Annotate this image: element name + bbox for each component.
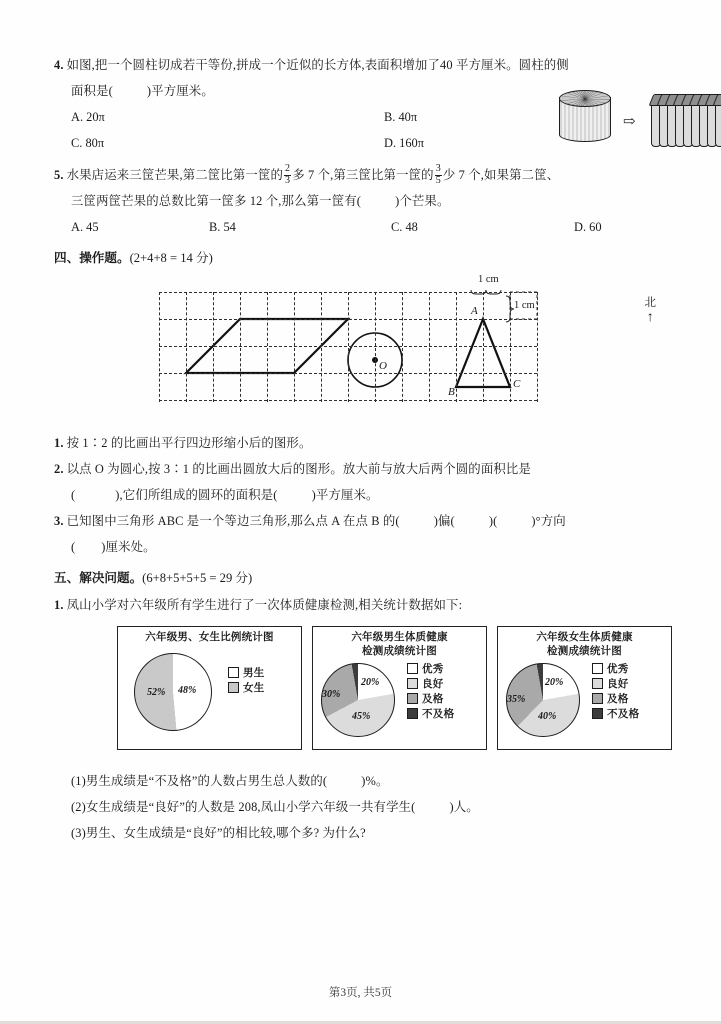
cylinder-icon — [559, 90, 611, 148]
question-4-stem: 如图,把一个圆柱切成若干等份,拼成一个近似的长方体,表面积增加了40 平方厘米。圆柱的侧 — [66, 58, 569, 72]
item-2-text-end: )平方厘米。 — [311, 488, 379, 502]
legend-item-female — [228, 680, 265, 695]
legend-label-female: 女生 — [243, 683, 265, 694]
chart-2-title-line-1: 六年级男生体质健康 — [351, 632, 448, 643]
pie-1-slice-label-male: 48% — [178, 685, 197, 696]
grid-line-vertical — [429, 292, 430, 402]
circle-center-label: O — [379, 360, 387, 372]
question-5-option-c[interactable]: C. 48 — [391, 220, 418, 234]
grid-line-vertical — [186, 292, 187, 402]
legend-label-excellent: 优秀 — [607, 664, 629, 675]
chart-1-legend — [228, 665, 265, 695]
legend-label-good: 良好 — [422, 679, 444, 690]
north-indicator — [645, 294, 657, 324]
north-label: 北 — [644, 297, 656, 309]
sub-question-2-label: (2) — [71, 800, 86, 814]
legend-item-excellent — [592, 661, 639, 676]
pie-2-label-good: 45% — [352, 711, 371, 722]
chart-3-title-line-2: 检测成绩统计图 — [547, 646, 622, 657]
pie-1-slice-label-female: 52% — [147, 687, 166, 698]
fraction-numerator: 3 — [435, 163, 441, 175]
grid-line-vertical — [483, 292, 484, 402]
legend-swatch-fail — [592, 708, 603, 719]
pie-3-label-good: 40% — [538, 711, 557, 722]
section-4-items — [54, 430, 668, 560]
chart-panel-boys-fitness — [312, 626, 487, 750]
legend-swatch-good — [407, 678, 418, 689]
grid-line-horizontal — [159, 400, 537, 401]
pie-2-label-excellent: 20% — [361, 677, 380, 688]
legend-item-excellent — [407, 661, 454, 676]
chart-panel-girls-fitness — [497, 626, 672, 750]
legend-swatch-excellent — [592, 663, 603, 674]
item-3-number: 3. — [54, 514, 64, 528]
right-arrow-icon: ⇨ — [623, 114, 636, 130]
question-5-stem-p3: 少 7 个,如果第二筐、 — [442, 168, 560, 182]
chart-3-body — [500, 661, 669, 735]
question-5-stem-p1: 水果店运来三筐芒果,第二筐比第一筐的 — [66, 168, 284, 182]
grid-line-vertical — [510, 292, 511, 402]
question-5-option-d[interactable]: D. 60 — [574, 220, 602, 234]
item-2-text-line1: 以点 O 为圆心,按 3∶1 的比画出圆放大后的图形。放大前与放大后两个圆的面积比是 — [66, 462, 532, 476]
grid-line-horizontal — [159, 319, 537, 320]
legend-item-good — [407, 676, 454, 691]
pie-3-label-pass: 35% — [507, 694, 526, 705]
grid-paper — [159, 292, 537, 402]
sub-question-2 — [54, 794, 668, 820]
item-2-number: 2. — [54, 462, 64, 476]
grid-line-vertical — [240, 292, 241, 402]
chart-1-title: 六年级男、女生比例统计图 — [145, 632, 274, 643]
cm-side-label: 1 cm — [514, 300, 535, 311]
pie-3-label-excellent: 20% — [545, 677, 564, 688]
legend-swatch-female — [228, 682, 239, 693]
chart-3-legend — [592, 661, 639, 721]
question-5-number: 5. — [54, 168, 64, 182]
legend-swatch-good — [592, 678, 603, 689]
chart-1-body — [120, 647, 299, 735]
grid-line-horizontal — [159, 292, 537, 293]
item-1-number: 1. — [54, 436, 64, 450]
sub-question-3 — [54, 820, 668, 846]
question-5-option-b[interactable]: B. 54 — [209, 220, 236, 234]
sub-question-1-text-end: )%。 — [361, 774, 389, 788]
question-4-option-a[interactable]: A. 20π — [71, 110, 105, 124]
section-5-q1-number: 1. — [54, 598, 64, 612]
section-4-item-2-line-1 — [54, 456, 668, 482]
grid-line-vertical — [348, 292, 349, 402]
chart-3-title-line-1: 六年级女生体质健康 — [536, 632, 633, 643]
section-4-title: 四、操作题。 — [54, 251, 130, 265]
grid-line-vertical — [456, 292, 457, 402]
fraction-denominator: 3 — [285, 174, 291, 186]
grid-line-vertical — [294, 292, 295, 402]
section-4-item-2-line-2 — [54, 482, 668, 508]
legend-item-pass — [592, 691, 639, 706]
legend-label-fail: 不及格 — [422, 709, 455, 720]
page-content — [54, 52, 668, 846]
question-5-options-row — [54, 214, 668, 240]
section-4-item-3-line-1 — [54, 508, 668, 534]
section-4-heading — [54, 244, 668, 272]
grid-line-vertical — [213, 292, 214, 402]
sub-question-2-text-end: )人。 — [449, 800, 479, 814]
section-5-sub-questions — [54, 768, 668, 846]
chart-2-body — [315, 661, 484, 735]
cylinder-top-face — [559, 90, 611, 107]
sub-question-3-text: 男生、女生成绩是“良好”的相比较,哪个多? 为什么? — [85, 826, 366, 840]
question-5-stem-p2: 多 7 个,第三筐比第一筐的 — [292, 168, 434, 182]
item-3-text-p2: )偏( — [433, 514, 455, 528]
item-3-open-paren: ( — [71, 540, 76, 554]
chart-panel-gender-ratio — [117, 626, 302, 750]
sub-question-1-text: 男生成绩是“不及格”的人数占男生总人数的( — [85, 774, 328, 788]
question-4-stem-cont-b: )平方厘米。 — [146, 84, 214, 98]
rearranged-prism-icon — [651, 94, 721, 146]
section-5-question-1-intro — [54, 592, 668, 618]
legend-swatch-pass — [592, 693, 603, 704]
grid-line-horizontal — [159, 346, 537, 347]
grid-line-vertical — [537, 292, 538, 402]
question-4-option-b[interactable]: B. 40π — [384, 110, 418, 124]
operation-diagram — [54, 276, 668, 428]
legend-label-male: 男生 — [243, 668, 265, 679]
page-footer — [0, 984, 721, 1000]
chart-2-title-line-2: 检测成绩统计图 — [362, 646, 437, 657]
question-4-number: 4. — [54, 58, 64, 72]
question-5 — [54, 162, 668, 240]
question-5-line-2 — [54, 188, 668, 214]
question-5-stem-line2-p2: )个芒果。 — [395, 194, 450, 208]
item-2-text-mid: ),它们所组成的圆环的面积是( — [115, 488, 278, 502]
pie-2-label-pass: 30% — [322, 689, 341, 700]
chart-2-legend — [407, 661, 454, 721]
legend-swatch-excellent — [407, 663, 418, 674]
cm-top-label: 1 cm — [478, 274, 499, 285]
legend-label-pass: 及格 — [607, 694, 629, 705]
legend-swatch-pass — [407, 693, 418, 704]
item-3-text-p1: 已知图中三角形 ABC 是一个等边三角形,那么点 A 在点 B 的( — [66, 514, 400, 528]
legend-item-pass — [407, 691, 454, 706]
legend-item-good — [592, 676, 639, 691]
section-4-item-1 — [54, 430, 668, 456]
grid-line-horizontal — [159, 373, 537, 374]
legend-swatch-fail — [407, 708, 418, 719]
grid-line-vertical — [159, 292, 160, 402]
legend-item-male — [228, 665, 265, 680]
cylinder-figure — [559, 86, 721, 156]
question-5-stem-line2-p1: 三筐两筐芒果的总数比第一筐多 12 个,那么第一筐有( — [71, 194, 362, 208]
legend-label-fail: 不及格 — [607, 709, 640, 720]
section-5-q1-text: 凤山小学对六年级所有学生进行了一次体质健康检测,相关统计数据如下: — [66, 598, 463, 612]
sub-question-1 — [54, 768, 668, 794]
statistics-charts — [54, 626, 668, 754]
item-2-open-paren: ( — [71, 488, 76, 502]
legend-label-pass: 及格 — [422, 694, 444, 705]
triangle-vertex-c-label: C — [513, 378, 521, 390]
fraction-two-thirds — [284, 164, 291, 185]
section-5-title: 五、解决问题。 — [54, 571, 143, 585]
item-1-text: 按 1∶2 的比画出平行四边形缩小后的图形。 — [66, 436, 312, 450]
fraction-denominator: 5 — [435, 174, 441, 186]
question-4-line-1 — [54, 52, 668, 78]
pie-chart-gender — [134, 653, 212, 731]
legend-label-good: 良好 — [607, 679, 629, 690]
item-3-text-end: )厘米处。 — [101, 540, 156, 554]
section-4-item-3-line-2 — [54, 534, 668, 560]
question-5-option-a[interactable]: A. 45 — [71, 220, 99, 234]
grid-line-vertical — [375, 292, 376, 402]
question-4-option-c[interactable]: C. 80π — [71, 136, 105, 150]
pie-chart-boys — [321, 663, 395, 737]
fraction-three-fifths — [435, 164, 442, 185]
grid-line-vertical — [267, 292, 268, 402]
grid-line-vertical — [321, 292, 322, 402]
sub-question-1-label: (1) — [71, 774, 86, 788]
question-4-stem-cont-a: 面积是( — [71, 84, 113, 98]
legend-item-fail — [407, 706, 454, 721]
page-number-label: 第3页, 共5页 — [328, 987, 393, 999]
legend-swatch-male — [228, 667, 239, 678]
grid-line-vertical — [402, 292, 403, 402]
item-3-text-p4: )°方向 — [531, 514, 566, 528]
unit-square — [510, 292, 537, 319]
question-4 — [54, 52, 668, 156]
north-arrow-icon: ↑ — [646, 310, 654, 325]
triangle-vertex-b-label: B — [448, 386, 455, 398]
question-4-option-d[interactable]: D. 160π — [384, 136, 424, 150]
legend-item-fail — [592, 706, 639, 721]
section-5-heading — [54, 564, 668, 592]
question-5-line-1 — [54, 162, 668, 188]
triangle-vertex-a-label: A — [471, 305, 478, 317]
prism-slab — [715, 101, 721, 147]
legend-label-excellent: 优秀 — [422, 664, 444, 675]
fraction-numerator: 2 — [285, 163, 291, 175]
sub-question-2-text: 女生成绩是“良好”的人数是 208,凤山小学六年级一共有学生( — [85, 800, 416, 814]
section-4-points: (2+4+8 = 14 分) — [129, 251, 213, 265]
sub-question-3-label: (3) — [71, 826, 86, 840]
section-5-points: (6+8+5+5+5 = 29 分) — [142, 571, 253, 585]
item-3-text-p3: )( — [488, 514, 498, 528]
